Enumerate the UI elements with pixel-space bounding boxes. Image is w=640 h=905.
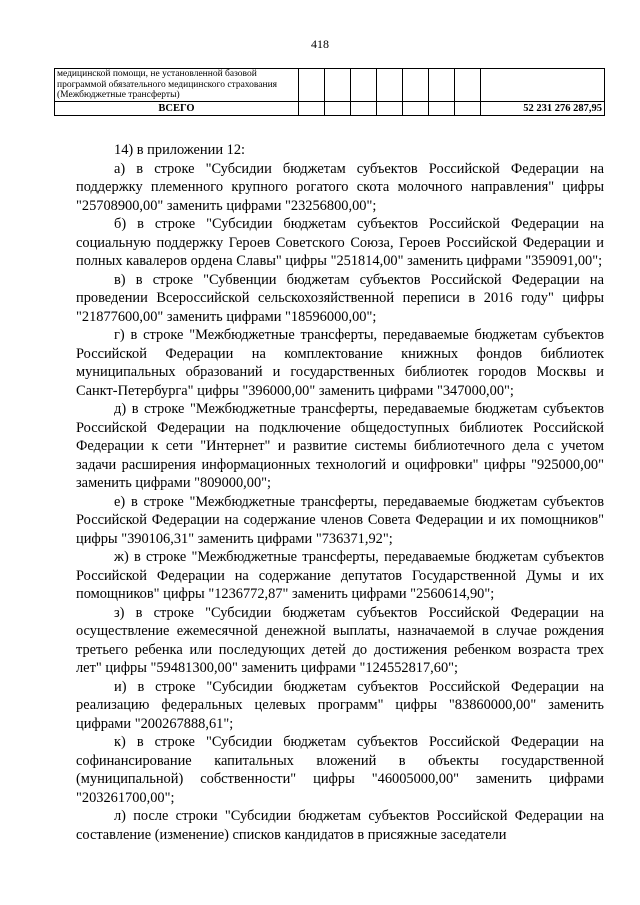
page-number: 418 — [311, 37, 329, 51]
table-cell — [377, 69, 403, 102]
table-cell — [351, 69, 377, 102]
amendment-item: е) в строке "Межбюджетные трансферты, передаваемые бюджетам субъектов Российской Федерации на содержание членов Совета Федерации и их помощников" цифры "390106,31" заменить цифрами "736371,92"; — [76, 493, 604, 547]
table-cell — [299, 69, 325, 102]
table-cell — [481, 69, 605, 102]
table-cell — [403, 101, 429, 115]
amendment-item: ж) в строке "Межбюджетные трансферты, передаваемые бюджетам субъектов Российской Федерации на содержание депутатов Государственной Думы и их помощников" цифры "1236772,87" заменить цифрами "2560614,90"; — [76, 549, 604, 602]
table-cell-label: медицинской помощи, не установленной базовой программой обязательного медицинского страхования (Межбюджетные трансферты) — [55, 69, 299, 102]
table-cell — [377, 101, 403, 115]
amendment-item: з) в строке "Субсидии бюджетам субъектов Российской Федерации на осуществление ежемесячной денежной выплаты, назначаемой в случае рождения третьего ребенка или последующих детей до достижения ребенком возраста трех лет" цифры "59481300,00" заменить цифрами "124552817,60"; — [76, 604, 604, 676]
amendment-item: к) в строке "Субсидии бюджетам субъектов Российской Федерации на софинансирование капитальных вложений в объекты государственной (муниципальной) собственности" цифры "46005000,00" заменить цифрами "203261700,00"; — [76, 734, 604, 806]
table-cell — [325, 69, 351, 102]
amendment-item: л) после строки "Субсидии бюджетам субъектов Российской Федерации на составление (изменение) списков кандидатов в присяжные заседатели — [76, 808, 604, 843]
table-cell — [351, 101, 377, 115]
amendment-item: и) в строке "Субсидии бюджетам субъектов Российской Федерации на реализацию федеральных целевых программ" цифры "83860000,00" заменить цифрами "200267888,61"; — [76, 678, 604, 732]
budget-table — [54, 68, 605, 116]
table-cell — [403, 69, 429, 102]
amendment-item: в) в строке "Субвенции бюджетам субъектов Российской Федерации на проведении Всероссийской сельскохозяйственной переписи в 2016 году" цифры "21877600,00" заменить цифрами "18596000,00"; — [76, 271, 604, 325]
total-label: ВСЕГО — [55, 101, 299, 115]
table-cell — [299, 101, 325, 115]
table-cell — [455, 69, 481, 102]
amendment-item: а) в строке "Субсидии бюджетам субъектов Российской Федерации на поддержку племенного крупного рогатого скота молочного направления" цифры "25708900,00" заменить цифрами "23256800,00"; — [76, 160, 604, 214]
amendment-item: д) в строке "Межбюджетные трансферты, передаваемые бюджетам субъектов Российской Федерации на подключение общедоступных библиотек Российской Федерации к сети "Интернет" и развитие системы библиотечного дела с учетом задачи расширения информационных технологий и оцифровки" цифры "925000,00" заменить цифрами "809000,00"; — [76, 401, 604, 491]
table-cell — [325, 101, 351, 115]
section-intro: 14) в приложении 12: — [114, 142, 246, 158]
total-value: 52 231 276 287,95 — [481, 101, 605, 115]
table-total-row — [55, 101, 605, 115]
table-row — [55, 69, 605, 102]
table-cell — [429, 101, 455, 115]
amendment-item: б) в строке "Субсидии бюджетам субъектов Российской Федерации на социальную поддержку Героев Советского Союза, Героев Российской Федерации и полных кавалеров ордена Славы" цифры "251814,00" заменить цифрами "359091,00"; — [76, 216, 604, 269]
table-cell — [455, 101, 481, 115]
table-cell — [429, 69, 455, 102]
document-body — [76, 141, 604, 844]
amendment-item: г) в строке "Межбюджетные трансферты, передаваемые бюджетам субъектов Российской Федерации на комплектование книжных фондов библиотек муниципальных образований и государственных библиотек городов Москвы и Санкт-Петербурга" цифры "396000,00" заменить цифрами "347000,00"; — [76, 327, 604, 399]
